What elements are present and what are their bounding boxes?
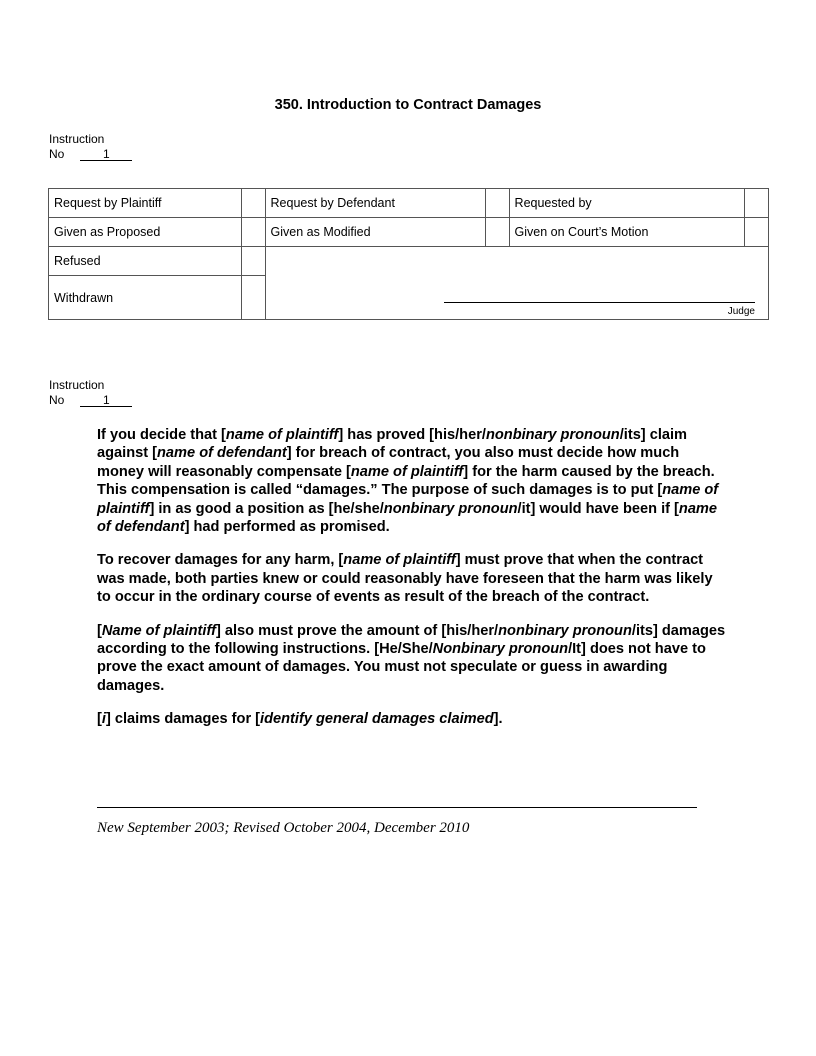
instruction-text: [ (97, 622, 102, 639)
paragraph-foreseeability (97, 551, 727, 606)
placeholder-text: name of plaintiff (97, 482, 719, 517)
instruction-text: ] claims damages for [ (105, 711, 261, 728)
placeholder-text: name of plaintiff (343, 552, 456, 569)
judge-signature-area (265, 247, 768, 320)
refused-checkbox[interactable] (241, 247, 265, 276)
judge-label: Judge (727, 306, 755, 317)
instruction-text: ] has proved [his/her/ (338, 427, 486, 443)
paragraph-general-damages (97, 710, 727, 728)
placeholder-text: nonbinary pronoun (383, 500, 518, 517)
placeholder-text: Nonbinary pronoun (432, 641, 569, 658)
instruction-text: ] must prove that when the contract was made, both parties knew or could reasonably have foreseen that the harm was likely to occur in the ordinary course of events as result of the breach of the contract. (97, 552, 713, 606)
instruction-text: /It] does not have to prove the exact amount of damages. You must not speculate or guess in awarding damages. (97, 641, 706, 694)
given-on-courts-motion-label: Given on Court’s Motion (509, 218, 744, 247)
instruction-text: ] for breach of contract, you also must decide how much money will reasonably compensate [ (97, 445, 680, 480)
given-as-proposed-checkbox[interactable] (241, 218, 265, 247)
instruction-text: [ (97, 711, 102, 728)
instruction-number: 1 (80, 394, 132, 407)
request-by-plaintiff-checkbox[interactable] (241, 189, 265, 218)
instruction-no-label: No (49, 146, 65, 161)
instruction-no-label: No (49, 392, 65, 407)
withdrawn-checkbox[interactable] (241, 276, 265, 320)
history-note: New September 2003; Revised October 2004, December 2010 (97, 820, 470, 836)
request-by-defendant-label: Request by Defendant (265, 189, 485, 218)
withdrawn-label: Withdrawn (49, 276, 242, 320)
placeholder-text: name of defendant (157, 445, 287, 462)
instruction-text: /its] claim against [ (97, 427, 688, 462)
paragraph-damages-intro (97, 426, 727, 536)
instruction-text: ] had performed as promised. (184, 519, 390, 536)
given-on-courts-motion-checkbox[interactable] (745, 218, 769, 247)
placeholder-text: nonbinary pronoun (498, 622, 632, 639)
request-table (48, 188, 769, 320)
requested-by-checkbox[interactable] (745, 189, 769, 218)
given-as-modified-label: Given as Modified (265, 218, 485, 247)
given-as-proposed-label: Given as Proposed (49, 218, 242, 247)
given-as-modified-checkbox[interactable] (485, 218, 509, 247)
placeholder-text: name of defendant (97, 500, 718, 536)
instruction-header-bottom (49, 378, 132, 407)
paragraph-amount-proof (97, 622, 727, 696)
instruction-text: /its] damages according to the following instructions. [He/She/ (97, 622, 726, 658)
instruction-label: Instruction (49, 132, 105, 146)
instruction-text: ] in as good a position as [he/she/ (149, 500, 384, 517)
placeholder-text: i (101, 711, 106, 728)
instruction-text: ] for the harm caused by the breach. This compensation is called “damages.” The purpose of such damages is to put [ (97, 463, 715, 499)
instruction-header-top (49, 132, 132, 161)
requested-by-label: Requested by (509, 189, 744, 218)
instruction-label: Instruction (49, 378, 105, 392)
placeholder-text: identify general damages claimed (260, 711, 494, 728)
refused-label: Refused (49, 247, 242, 276)
placeholder-text: name of plaintiff (225, 427, 339, 443)
instruction-number: 1 (80, 148, 132, 161)
instruction-text: ] also must prove the amount of [his/her/ (215, 622, 499, 639)
placeholder-text: nonbinary pronoun (485, 427, 620, 443)
instruction-text: To recover damages for any harm, [ (97, 552, 344, 569)
instruction-text: If you decide that [ (97, 427, 226, 443)
request-by-plaintiff-label: Request by Plaintiff (49, 189, 242, 218)
instruction-body (97, 426, 727, 744)
judge-signature-line[interactable] (444, 302, 755, 303)
placeholder-text: Name of plaintiff (101, 622, 216, 639)
placeholder-text: name of plaintiff (350, 463, 464, 480)
instruction-text: /it] would have been if [ (517, 500, 679, 517)
request-by-defendant-checkbox[interactable] (485, 189, 509, 218)
footer-divider (97, 807, 697, 808)
instruction-text: ]. (493, 711, 503, 728)
page-title: 350. Introduction to Contract Damages (274, 97, 542, 113)
